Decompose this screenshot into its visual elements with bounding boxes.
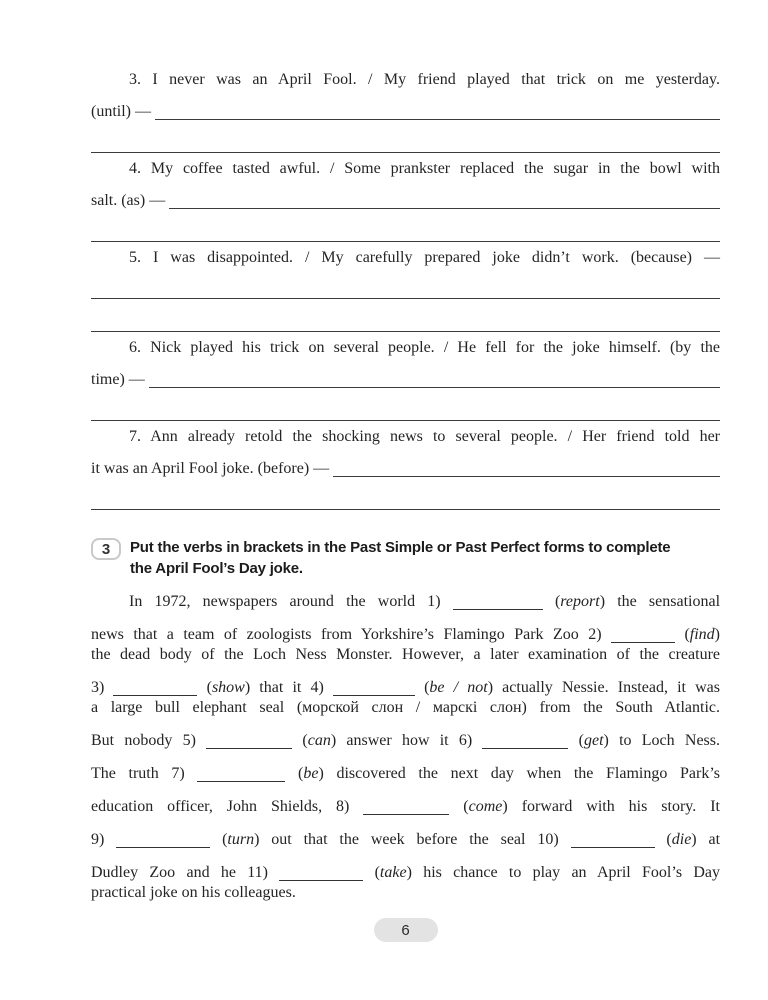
verb-hint: come [468, 798, 503, 815]
item-sentence: 7. Ann already retold the shocking news to several people. / Her friend told her [129, 428, 720, 445]
exercise3-title [130, 537, 670, 579]
verb-hint: be / not [429, 679, 488, 696]
story-line: the dead body of the Loch Ness Monster. However, a later examination of the creature [91, 646, 720, 663]
verb-hint: get [583, 732, 604, 749]
fill-in-blank [453, 600, 543, 610]
writing-line [91, 274, 720, 299]
answer-cue: (until) — [91, 103, 155, 120]
fill-in-blank [571, 838, 655, 848]
story-line: But nobody 5) (can) answer how it 6) (get) to Loch Ness. [91, 732, 720, 749]
story-line: practical joke on his colleagues. [91, 884, 296, 901]
exercise2-items [91, 64, 720, 510]
item-sentence: 3. I never was an April Fool. / My friend played that trick on me yesterday. [129, 71, 720, 88]
item-sentence: 6. Nick played his trick on several people. / He fell for the joke himself. (by the [129, 339, 720, 356]
story-line: a large bull elephant seal (морской слон / марскі слон) from the South Atlantic. [91, 699, 720, 716]
answer-cue: time) — [91, 371, 149, 388]
fill-in-blank [363, 805, 449, 815]
fill-in-blank [206, 739, 292, 749]
verb-hint: be [303, 765, 319, 782]
answer-writing-line [149, 387, 720, 388]
writing-line [91, 299, 720, 332]
writing-line [91, 396, 720, 421]
answer-line-row [91, 453, 720, 485]
answer-cue: it was an April Fool joke. (before) — [91, 460, 334, 477]
answer-writing-line [169, 208, 720, 209]
fill-in-blank [197, 772, 285, 782]
story-line: 3) (show) that it 4) (be / not) actually Nessie. Instead, it was [91, 679, 721, 696]
exercise2-item [91, 153, 720, 242]
verb-hint: report [560, 593, 600, 610]
answer-line-row [91, 364, 720, 396]
exercise2-item [91, 64, 720, 153]
story-line: news that a team of zoologists from Yorkshire’s Flamingo Park Zoo 2) (find) [91, 626, 720, 643]
page-number-badge: 6 [374, 918, 438, 942]
answer-writing-line [155, 119, 720, 120]
fill-in-blank [482, 739, 568, 749]
answer-line-row [91, 96, 720, 128]
item-sentence: 5. I was disappointed. / My carefully prepared joke didn’t work. (because) — [129, 249, 720, 266]
fill-in-blank [116, 838, 210, 848]
story-line: In 1972, newspapers around the world 1) (report) the sensational [129, 593, 721, 610]
fill-in-blank [611, 633, 675, 643]
story-line: The truth 7) (be) discovered the next day when the Flamingo Park’s [91, 765, 721, 782]
verb-hint: find [689, 626, 715, 643]
fill-in-blank [333, 686, 415, 696]
story-line: education officer, John Shields, 8) (come) forward with his story. It [91, 798, 720, 815]
writing-line [91, 217, 720, 242]
story-line: Dudley Zoo and he 11) (take) his chance to play an April Fool’s Day [91, 864, 721, 881]
exercise-number-badge: 3 [91, 538, 121, 560]
verb-hint: can [307, 732, 331, 749]
exercise-title-line-1: Put the verbs in brackets in the Past Simple or Past Perfect forms to complete [130, 539, 671, 556]
item-sentence: 4. My coffee tasted awful. / Some prankster replaced the sugar in the bowl with [129, 160, 720, 177]
exercise3-header [91, 537, 720, 579]
exercise2-item [91, 242, 720, 332]
verb-hint: die [671, 831, 692, 848]
exercise3-story [91, 592, 720, 903]
writing-line [91, 485, 720, 510]
answer-cue: salt. (as) — [91, 192, 170, 209]
fill-in-blank [279, 871, 363, 881]
verb-hint: turn [227, 831, 255, 848]
exercise2-item [91, 332, 720, 421]
verb-hint: show [211, 679, 245, 696]
answer-writing-line [333, 476, 720, 477]
writing-line [91, 128, 720, 153]
exercise2-item [91, 421, 720, 510]
exercise-title-line-2: the April Fool’s Day joke. [130, 560, 303, 577]
answer-line-row [91, 185, 720, 217]
fill-in-blank [113, 686, 197, 696]
story-line: 9) (turn) out that the week before the seal 10) (die) at [91, 831, 721, 848]
verb-hint: take [379, 864, 407, 881]
